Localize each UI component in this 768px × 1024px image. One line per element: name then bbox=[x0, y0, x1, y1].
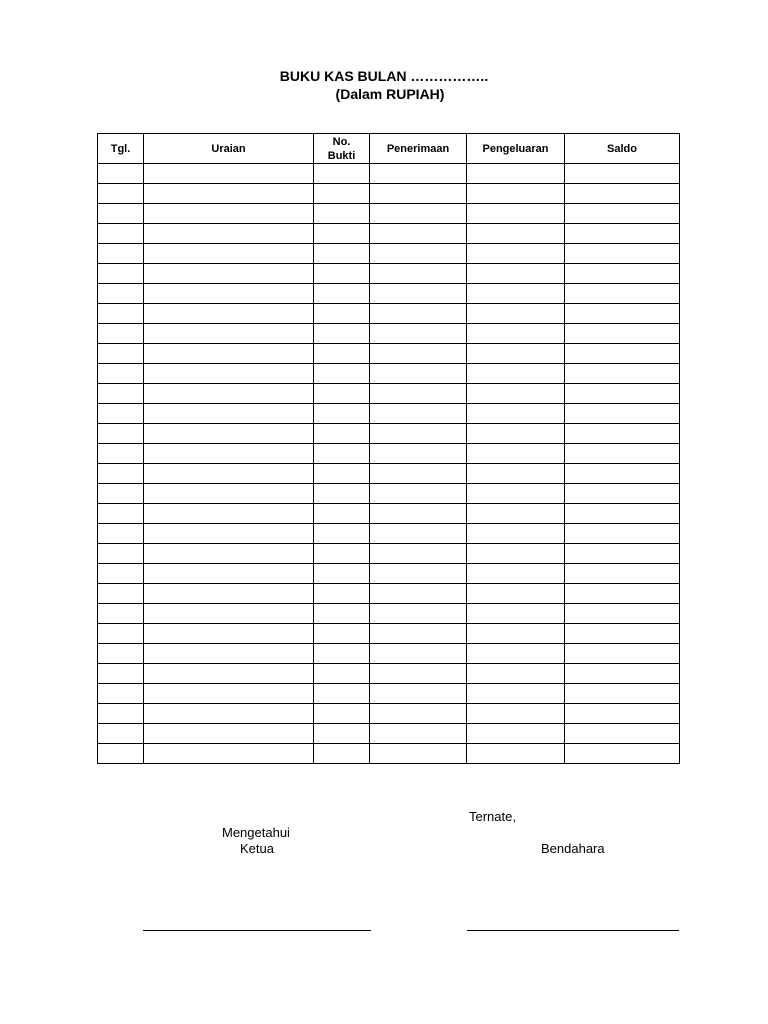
cell-uraian bbox=[144, 224, 314, 244]
table-row bbox=[98, 384, 680, 404]
treasurer-signature-line bbox=[467, 930, 679, 931]
cell-uraian bbox=[144, 164, 314, 184]
cell-uraian bbox=[144, 724, 314, 744]
table-row bbox=[98, 404, 680, 424]
cell-tgl bbox=[98, 224, 144, 244]
cell-pengeluaran bbox=[467, 724, 565, 744]
cell-saldo bbox=[565, 664, 680, 684]
cell-tgl bbox=[98, 624, 144, 644]
cell-penerimaan bbox=[370, 544, 467, 564]
cell-penerimaan bbox=[370, 524, 467, 544]
cell-penerimaan bbox=[370, 464, 467, 484]
cell-no-bukti bbox=[314, 684, 370, 704]
cell-no-bukti bbox=[314, 164, 370, 184]
cell-penerimaan bbox=[370, 484, 467, 504]
cell-uraian bbox=[144, 664, 314, 684]
cell-tgl bbox=[98, 644, 144, 664]
table-row bbox=[98, 324, 680, 344]
cell-tgl bbox=[98, 184, 144, 204]
table-header-row bbox=[98, 134, 680, 164]
place-label: Ternate, bbox=[469, 809, 516, 824]
cell-uraian bbox=[144, 244, 314, 264]
cell-tgl bbox=[98, 484, 144, 504]
cell-penerimaan bbox=[370, 704, 467, 724]
cell-saldo bbox=[565, 544, 680, 564]
cell-no-bukti bbox=[314, 504, 370, 524]
cell-uraian bbox=[144, 504, 314, 524]
cell-uraian bbox=[144, 264, 314, 284]
header-no-bukti-line1: No. bbox=[332, 135, 351, 148]
table-row bbox=[98, 184, 680, 204]
cell-penerimaan bbox=[370, 324, 467, 344]
cell-pengeluaran bbox=[467, 484, 565, 504]
table-row bbox=[98, 544, 680, 564]
cell-saldo bbox=[565, 424, 680, 444]
cell-no-bukti bbox=[314, 464, 370, 484]
cell-saldo bbox=[565, 704, 680, 724]
table-row bbox=[98, 164, 680, 184]
document-subtitle: (Dalam RUPIAH) bbox=[335, 86, 445, 102]
cell-saldo bbox=[565, 524, 680, 544]
table-row bbox=[98, 624, 680, 644]
chairman-signature-line bbox=[143, 930, 371, 931]
cell-penerimaan bbox=[370, 444, 467, 464]
cell-tgl bbox=[98, 664, 144, 684]
cell-saldo bbox=[565, 364, 680, 384]
cell-penerimaan bbox=[370, 684, 467, 704]
cell-penerimaan bbox=[370, 244, 467, 264]
cell-pengeluaran bbox=[467, 444, 565, 464]
cell-uraian bbox=[144, 204, 314, 224]
cell-saldo bbox=[565, 504, 680, 524]
table-row bbox=[98, 224, 680, 244]
cell-pengeluaran bbox=[467, 404, 565, 424]
cell-no-bukti bbox=[314, 484, 370, 504]
cell-saldo bbox=[565, 564, 680, 584]
cell-penerimaan bbox=[370, 404, 467, 424]
cell-tgl bbox=[98, 324, 144, 344]
cell-penerimaan bbox=[370, 204, 467, 224]
table-row bbox=[98, 424, 680, 444]
table-row bbox=[98, 364, 680, 384]
cell-saldo bbox=[565, 484, 680, 504]
cell-penerimaan bbox=[370, 224, 467, 244]
cell-uraian bbox=[144, 564, 314, 584]
cell-penerimaan bbox=[370, 164, 467, 184]
cell-tgl bbox=[98, 504, 144, 524]
header-tgl: Tgl. bbox=[98, 134, 144, 164]
cell-pengeluaran bbox=[467, 624, 565, 644]
cell-uraian bbox=[144, 464, 314, 484]
cell-pengeluaran bbox=[467, 744, 565, 764]
cell-saldo bbox=[565, 184, 680, 204]
cell-pengeluaran bbox=[467, 424, 565, 444]
cell-no-bukti bbox=[314, 524, 370, 544]
header-no-bukti-line2: Bukti bbox=[327, 149, 356, 162]
cell-uraian bbox=[144, 344, 314, 364]
cell-penerimaan bbox=[370, 604, 467, 624]
table-row bbox=[98, 564, 680, 584]
cell-uraian bbox=[144, 704, 314, 724]
cell-saldo bbox=[565, 324, 680, 344]
cell-tgl bbox=[98, 464, 144, 484]
cell-pengeluaran bbox=[467, 244, 565, 264]
cell-uraian bbox=[144, 284, 314, 304]
table-row bbox=[98, 584, 680, 604]
cell-tgl bbox=[98, 684, 144, 704]
cash-ledger-table bbox=[97, 133, 680, 764]
cell-pengeluaran bbox=[467, 544, 565, 564]
cell-tgl bbox=[98, 404, 144, 424]
table-row bbox=[98, 724, 680, 744]
cell-saldo bbox=[565, 344, 680, 364]
cell-no-bukti bbox=[314, 604, 370, 624]
cell-penerimaan bbox=[370, 724, 467, 744]
header-pengeluaran: Pengeluaran bbox=[467, 134, 565, 164]
cell-saldo bbox=[565, 404, 680, 424]
cell-penerimaan bbox=[370, 304, 467, 324]
acknowledged-label: Mengetahui bbox=[222, 825, 290, 840]
cell-saldo bbox=[565, 204, 680, 224]
table-row bbox=[98, 264, 680, 284]
header-penerimaan: Penerimaan bbox=[370, 134, 467, 164]
cell-penerimaan bbox=[370, 264, 467, 284]
cell-no-bukti bbox=[314, 724, 370, 744]
cell-uraian bbox=[144, 364, 314, 384]
cell-uraian bbox=[144, 304, 314, 324]
table-row bbox=[98, 204, 680, 224]
cell-no-bukti bbox=[314, 664, 370, 684]
cell-no-bukti bbox=[314, 624, 370, 644]
cell-penerimaan bbox=[370, 384, 467, 404]
cell-uraian bbox=[144, 484, 314, 504]
cell-pengeluaran bbox=[467, 644, 565, 664]
cell-tgl bbox=[98, 164, 144, 184]
cell-uraian bbox=[144, 424, 314, 444]
cell-uraian bbox=[144, 624, 314, 644]
table-row bbox=[98, 604, 680, 624]
cell-tgl bbox=[98, 444, 144, 464]
cell-pengeluaran bbox=[467, 684, 565, 704]
cell-no-bukti bbox=[314, 544, 370, 564]
cell-tgl bbox=[98, 564, 144, 584]
cell-no-bukti bbox=[314, 284, 370, 304]
cell-pengeluaran bbox=[467, 384, 565, 404]
cell-pengeluaran bbox=[467, 584, 565, 604]
table-row bbox=[98, 444, 680, 464]
cell-saldo bbox=[565, 464, 680, 484]
cell-pengeluaran bbox=[467, 604, 565, 624]
cell-pengeluaran bbox=[467, 464, 565, 484]
cell-uraian bbox=[144, 324, 314, 344]
cell-pengeluaran bbox=[467, 524, 565, 544]
cell-uraian bbox=[144, 184, 314, 204]
cell-uraian bbox=[144, 404, 314, 424]
cell-pengeluaran bbox=[467, 664, 565, 684]
table-row bbox=[98, 284, 680, 304]
cell-penerimaan bbox=[370, 364, 467, 384]
cell-pengeluaran bbox=[467, 364, 565, 384]
cell-pengeluaran bbox=[467, 224, 565, 244]
cell-tgl bbox=[98, 524, 144, 544]
cell-penerimaan bbox=[370, 184, 467, 204]
cell-uraian bbox=[144, 744, 314, 764]
cell-no-bukti bbox=[314, 444, 370, 464]
document-title: BUKU KAS BULAN …………….. bbox=[279, 68, 489, 84]
table-row bbox=[98, 644, 680, 664]
cell-no-bukti bbox=[314, 384, 370, 404]
cell-tgl bbox=[98, 604, 144, 624]
cell-no-bukti bbox=[314, 264, 370, 284]
cell-tgl bbox=[98, 364, 144, 384]
table-row bbox=[98, 664, 680, 684]
cell-no-bukti bbox=[314, 224, 370, 244]
cell-saldo bbox=[565, 444, 680, 464]
cell-no-bukti bbox=[314, 344, 370, 364]
cell-penerimaan bbox=[370, 624, 467, 644]
cell-saldo bbox=[565, 304, 680, 324]
cell-penerimaan bbox=[370, 504, 467, 524]
cell-uraian bbox=[144, 444, 314, 464]
cell-saldo bbox=[565, 164, 680, 184]
cell-no-bukti bbox=[314, 564, 370, 584]
cell-tgl bbox=[98, 384, 144, 404]
cell-no-bukti bbox=[314, 704, 370, 724]
cell-pengeluaran bbox=[467, 204, 565, 224]
table-row bbox=[98, 344, 680, 364]
cell-saldo bbox=[565, 744, 680, 764]
cell-saldo bbox=[565, 624, 680, 644]
table-row bbox=[98, 684, 680, 704]
table-row bbox=[98, 304, 680, 324]
cell-tgl bbox=[98, 304, 144, 324]
cell-no-bukti bbox=[314, 584, 370, 604]
cell-pengeluaran bbox=[467, 264, 565, 284]
cell-penerimaan bbox=[370, 344, 467, 364]
table-row bbox=[98, 464, 680, 484]
cell-uraian bbox=[144, 544, 314, 564]
cell-tgl bbox=[98, 704, 144, 724]
cell-pengeluaran bbox=[467, 324, 565, 344]
cell-uraian bbox=[144, 684, 314, 704]
cell-tgl bbox=[98, 344, 144, 364]
cell-saldo bbox=[565, 644, 680, 664]
cell-pengeluaran bbox=[467, 164, 565, 184]
cell-pengeluaran bbox=[467, 304, 565, 324]
header-no-bukti bbox=[314, 134, 370, 164]
cell-uraian bbox=[144, 584, 314, 604]
cell-penerimaan bbox=[370, 564, 467, 584]
cell-no-bukti bbox=[314, 324, 370, 344]
cell-pengeluaran bbox=[467, 704, 565, 724]
cell-saldo bbox=[565, 584, 680, 604]
cell-saldo bbox=[565, 724, 680, 744]
cell-pengeluaran bbox=[467, 344, 565, 364]
cell-no-bukti bbox=[314, 744, 370, 764]
cell-tgl bbox=[98, 204, 144, 224]
table-row bbox=[98, 704, 680, 724]
cell-pengeluaran bbox=[467, 564, 565, 584]
cell-pengeluaran bbox=[467, 504, 565, 524]
cell-tgl bbox=[98, 744, 144, 764]
cell-penerimaan bbox=[370, 584, 467, 604]
cell-penerimaan bbox=[370, 424, 467, 444]
cell-tgl bbox=[98, 244, 144, 264]
cell-tgl bbox=[98, 424, 144, 444]
cell-saldo bbox=[565, 244, 680, 264]
cell-no-bukti bbox=[314, 404, 370, 424]
cell-no-bukti bbox=[314, 204, 370, 224]
table-row bbox=[98, 244, 680, 264]
cell-uraian bbox=[144, 604, 314, 624]
cell-tgl bbox=[98, 584, 144, 604]
cell-uraian bbox=[144, 524, 314, 544]
cell-saldo bbox=[565, 684, 680, 704]
header-uraian: Uraian bbox=[144, 134, 314, 164]
cell-uraian bbox=[144, 644, 314, 664]
cell-no-bukti bbox=[314, 244, 370, 264]
cell-saldo bbox=[565, 284, 680, 304]
cell-penerimaan bbox=[370, 664, 467, 684]
table-row bbox=[98, 504, 680, 524]
cell-tgl bbox=[98, 284, 144, 304]
cell-uraian bbox=[144, 384, 314, 404]
cell-saldo bbox=[565, 264, 680, 284]
cell-saldo bbox=[565, 604, 680, 624]
cell-tgl bbox=[98, 264, 144, 284]
cell-saldo bbox=[565, 224, 680, 244]
cell-no-bukti bbox=[314, 364, 370, 384]
header-saldo: Saldo bbox=[565, 134, 680, 164]
cell-pengeluaran bbox=[467, 284, 565, 304]
cell-tgl bbox=[98, 724, 144, 744]
cell-penerimaan bbox=[370, 744, 467, 764]
cell-no-bukti bbox=[314, 184, 370, 204]
cell-pengeluaran bbox=[467, 184, 565, 204]
cell-penerimaan bbox=[370, 644, 467, 664]
table-row bbox=[98, 744, 680, 764]
cell-saldo bbox=[565, 384, 680, 404]
cell-no-bukti bbox=[314, 644, 370, 664]
table-row bbox=[98, 524, 680, 544]
cell-tgl bbox=[98, 544, 144, 564]
cell-no-bukti bbox=[314, 304, 370, 324]
table-row bbox=[98, 484, 680, 504]
treasurer-label: Bendahara bbox=[541, 841, 605, 856]
table-body bbox=[98, 164, 680, 764]
chairman-label: Ketua bbox=[240, 841, 274, 856]
cell-penerimaan bbox=[370, 284, 467, 304]
cell-no-bukti bbox=[314, 424, 370, 444]
